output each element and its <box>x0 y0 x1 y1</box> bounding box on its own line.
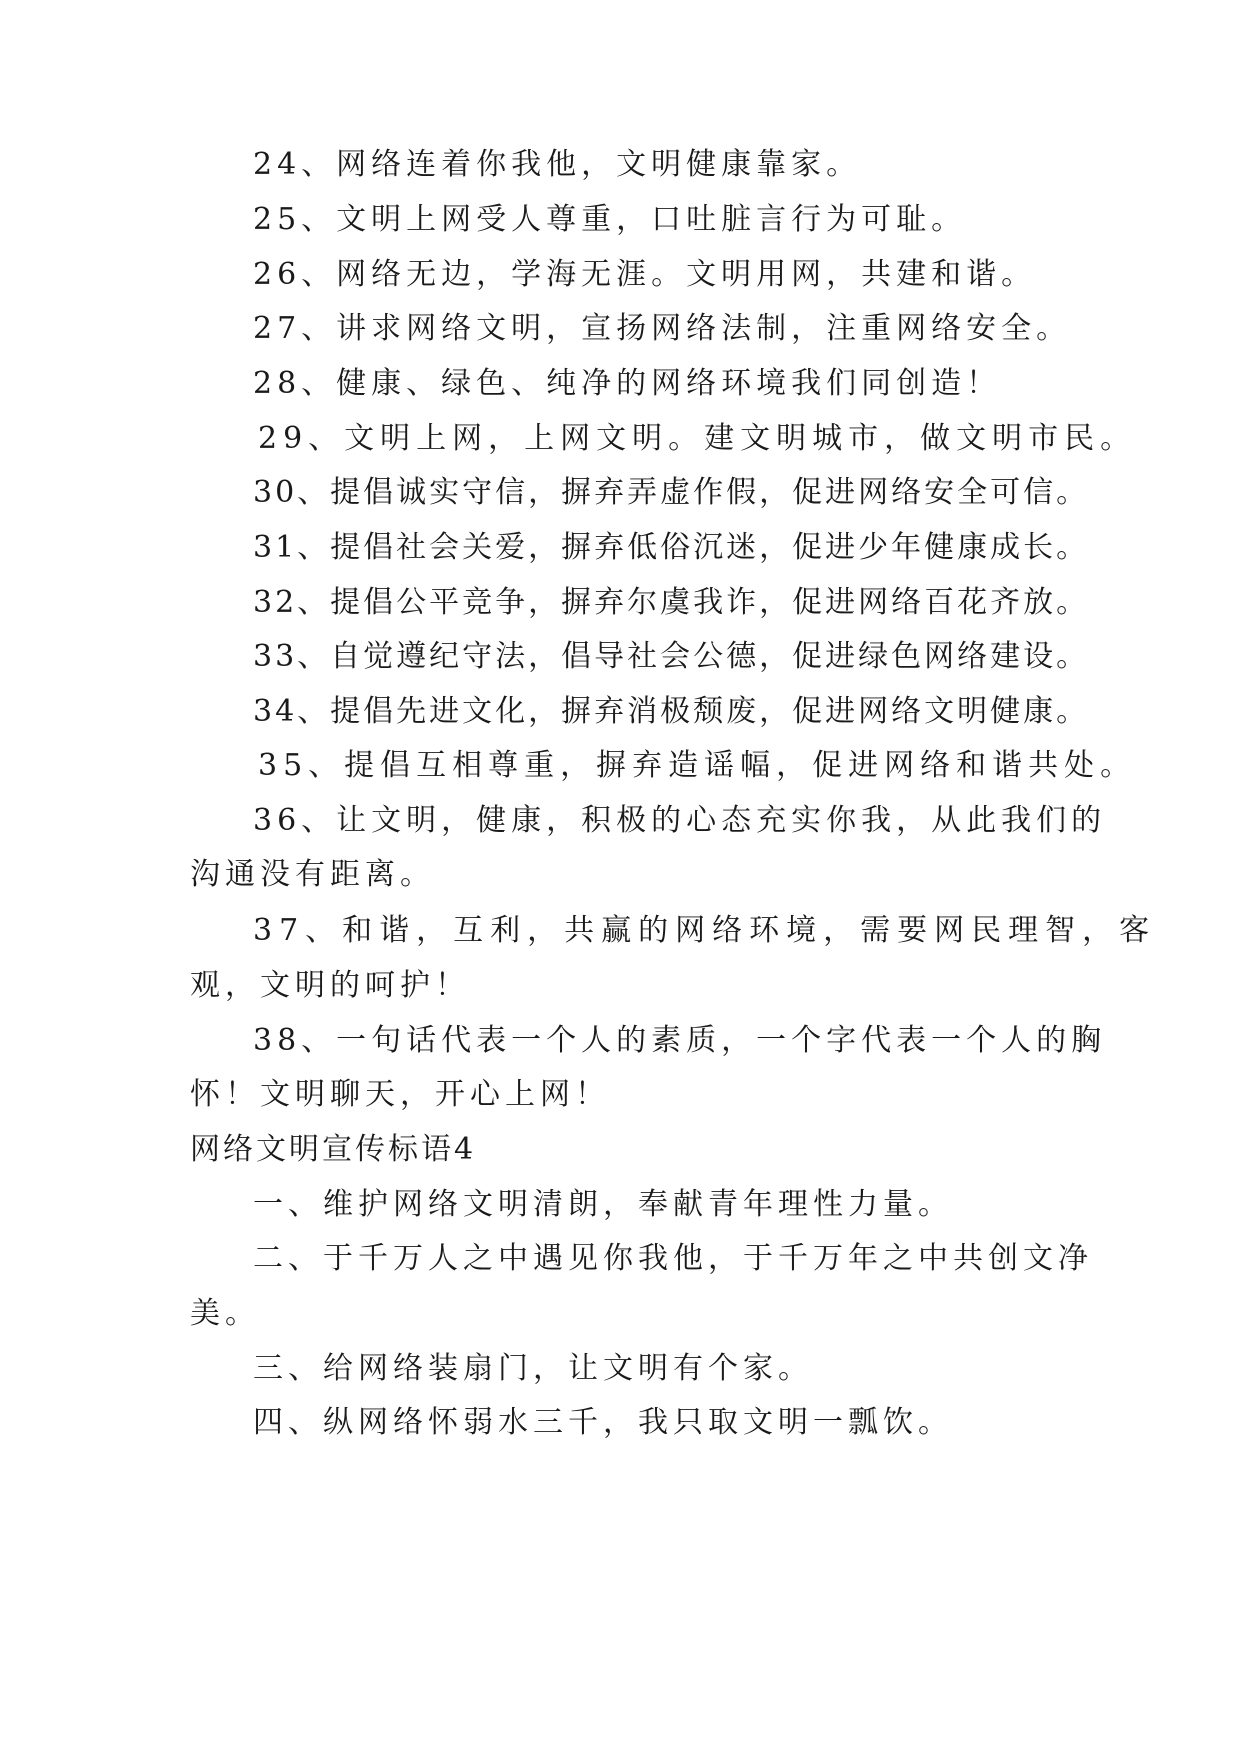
slogan-one: 一、维护网络文明清朗，奉献青年理性力量。 <box>253 1187 953 1222</box>
slogan-37-line-2: 观，文明的呵护！ <box>190 968 470 1003</box>
slogan-25: 25、文明上网受人尊重，口吐脏言行为可耻。 <box>253 202 967 237</box>
slogan-29: 29、文明上网，上网文明。建文明城市，做文明市民。 <box>258 421 1137 456</box>
slogan-27: 27、讲求网络文明，宣扬网络法制，注重网络安全。 <box>253 311 1072 346</box>
slogan-30: 30、提倡诚实守信，摒弃弄虚作假，促进网络安全可信。 <box>253 475 1090 510</box>
slogan-31: 31、提倡社会关爱，摒弃低俗沉迷，促进少年健康成长。 <box>253 530 1090 565</box>
slogan-34: 34、提倡先进文化，摒弃消极颓废，促进网络文明健康。 <box>253 694 1090 729</box>
slogan-35: 35、提倡互相尊重，摒弃造谣幅，促进网络和谐共处。 <box>258 748 1137 783</box>
slogan-three: 三、给网络装扇门，让文明有个家。 <box>253 1351 813 1386</box>
slogan-36-line-1: 36、让文明，健康，积极的心态充实你我，从此我们的 <box>253 803 1107 838</box>
slogan-two-line-1: 二、于千万人之中遇见你我他，于千万年之中共创文净 <box>253 1241 1093 1276</box>
slogan-32: 32、提倡公平竞争，摒弃尔虞我诈，促进网络百花齐放。 <box>253 585 1090 620</box>
slogan-two-line-2: 美。 <box>190 1296 260 1331</box>
slogan-38-line-1: 38、一句话代表一个人的素质，一个字代表一个人的胸 <box>253 1023 1107 1058</box>
slogan-36-line-2: 沟通没有距离。 <box>190 857 435 892</box>
section-heading: 网络文明宣传标语4 <box>190 1132 477 1167</box>
slogan-four: 四、纵网络怀弱水三千，我只取文明一瓢饮。 <box>253 1405 953 1440</box>
slogan-37-line-1: 37、和谐，互利，共赢的网络环境，需要网民理智，客 <box>253 913 1157 948</box>
slogan-28: 28、健康、绿色、纯净的网络环境我们同创造！ <box>253 366 1002 401</box>
slogan-38-line-2: 怀！文明聊天，开心上网！ <box>190 1077 610 1112</box>
slogan-33: 33、自觉遵纪守法，倡导社会公德，促进绿色网络建设。 <box>253 639 1090 674</box>
slogan-24: 24、网络连着你我他，文明健康靠家。 <box>253 147 862 182</box>
slogan-26: 26、网络无边，学海无涯。文明用网，共建和谐。 <box>253 257 1037 292</box>
